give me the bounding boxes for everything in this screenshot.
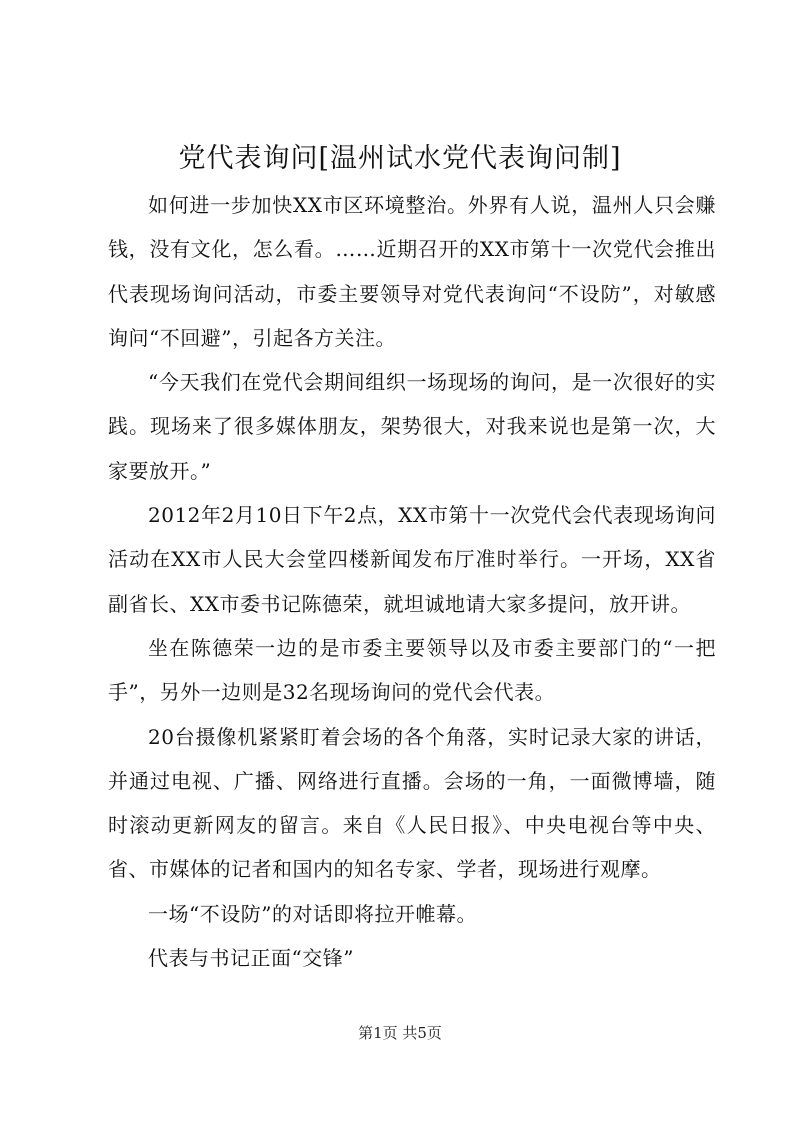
- paragraph-5: 20台摄像机紧紧盯着会场的各个角落，实时记录大家的讲话，并通过电视、广播、网络进行直播。会场的一角，一面微博墙，随时滚动更新网友的留言。来自《人民日报》、中央电视台等中央、省、市媒体的记者和国内的知名专家、学者，现场进行观摩。: [108, 724, 716, 882]
- paragraph-4: 坐在陈德荣一边的是市委主要领导以及市委主要部门的“一把手”，另外一边则是32名现场询问的党代会代表。: [108, 635, 716, 705]
- paragraph-2: “今天我们在党代会期间组织一场现场的询问，是一次很好的实践。现场来了很多媒体朋友，架势很大，对我来说也是第一次，大家要放开。”: [108, 370, 716, 483]
- paragraph-3: 2012年2月10日下午2点，XX市第十一次党代会代表现场询问活动在XX市人民大会堂四楼新闻发布厅准时举行。一开场，XX省副省长、XX市委书记陈德荣，就坦诚地请大家多提问，放开讲。: [108, 503, 716, 616]
- document-title: 党代表询问[温州试水党代表询问制]: [178, 143, 622, 174]
- paragraph-1: 如何进一步加快XX市区环境整治。外界有人说，温州人只会赚钱，没有文化，怎么看。……近期召开的XX市第十一次党代会推出代表现场询问活动，市委主要领导对党代表询问“不设防”，对敏感询问“不回避”，引起各方关注。: [108, 193, 716, 350]
- paragraph-7: 代表与书记正面“交锋”: [148, 946, 354, 971]
- document-body: [108, 183, 716, 980]
- page-number-footer: 第1页 共5页: [358, 1024, 442, 1042]
- paragraph-6: 一场“不设防”的对话即将拉开帷幕。: [148, 901, 477, 926]
